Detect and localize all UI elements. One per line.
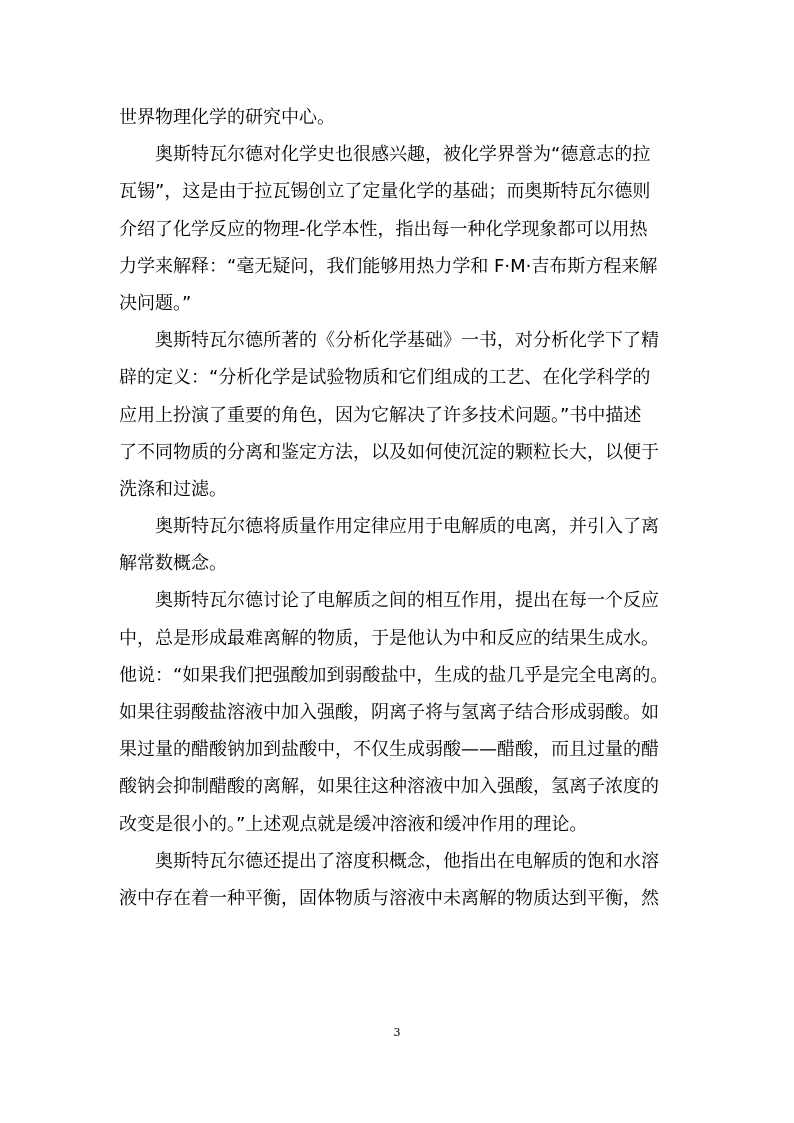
text-line: 了不同物质的分离和鉴定方法，以及如何使沉淀的颗粒长大，以便于 bbox=[119, 441, 659, 463]
text-line: 奥斯特瓦尔德将质量作用定律应用于电解质的电离，并引入了离 bbox=[155, 516, 659, 538]
text-line: 力学来解释：“毫无疑问，我们能够用热力学和 F·M·吉布斯方程来解 bbox=[119, 255, 658, 277]
text-line: 决问题。” bbox=[119, 292, 192, 314]
text-line: 瓦锡”，这是由于拉瓦锡创立了定量化学的基础；而奥斯特瓦尔德则 bbox=[119, 181, 651, 203]
text-line: 中，总是形成最难离解的物质，于是他认为中和反应的结果生成水。 bbox=[119, 627, 659, 649]
text-line: 果过量的醋酸钠加到盐酸中，不仅生成弱酸——醋酸，而且过量的醋 bbox=[119, 739, 659, 761]
text-line: 解常数概念。 bbox=[119, 553, 227, 575]
text-line: 介绍了化学反应的物理-化学本性，指出每一种化学现象都可以用热 bbox=[119, 218, 648, 240]
text-line: 应用上扮演了重要的角色，因为它解决了许多技术问题。”书中描述 bbox=[119, 404, 642, 426]
text-line: 奥斯特瓦尔德所著的《分析化学基础》一书，对分析化学下了精 bbox=[155, 330, 659, 352]
page-number: 3 bbox=[393, 1026, 401, 1039]
text-line: 如果往弱酸盐溶液中加入强酸，阴离子将与氢离子结合形成弱酸。如 bbox=[119, 702, 659, 723]
text-line: 液中存在着一种平衡，固体物质与溶液中未离解的物质达到平衡，然 bbox=[119, 887, 659, 909]
text-line: 改变是很小的。”上述观点就是缓冲溶液和缓冲作用的理论。 bbox=[119, 813, 588, 835]
text-line: 奥斯特瓦尔德对化学史也很感兴趣，被化学界誉为“德意志的拉 bbox=[155, 144, 651, 166]
text-line: 奥斯特瓦尔德讨论了电解质之间的相互作用，提出在每一个反应 bbox=[155, 590, 659, 612]
text-line: 世界物理化学的研究中心。 bbox=[119, 107, 335, 128]
text-line: 他说：“如果我们把强酸加到弱酸盐中，生成的盐几乎是完全电离的。 bbox=[119, 664, 669, 686]
body-text bbox=[119, 99, 679, 917]
text-line: 奥斯特瓦尔德还提出了溶度积概念，他指出在电解质的饱和水溶 bbox=[155, 850, 659, 872]
text-line: 洗涤和过滤。 bbox=[119, 478, 227, 500]
text-line: 辟的定义：“分析化学是试验物质和它们组成的工艺、在化学科学的 bbox=[119, 367, 651, 389]
text-line: 酸钠会抑制醋酸的离解，如果往这种溶液中加入强酸，氢离子浓度的 bbox=[119, 776, 659, 798]
